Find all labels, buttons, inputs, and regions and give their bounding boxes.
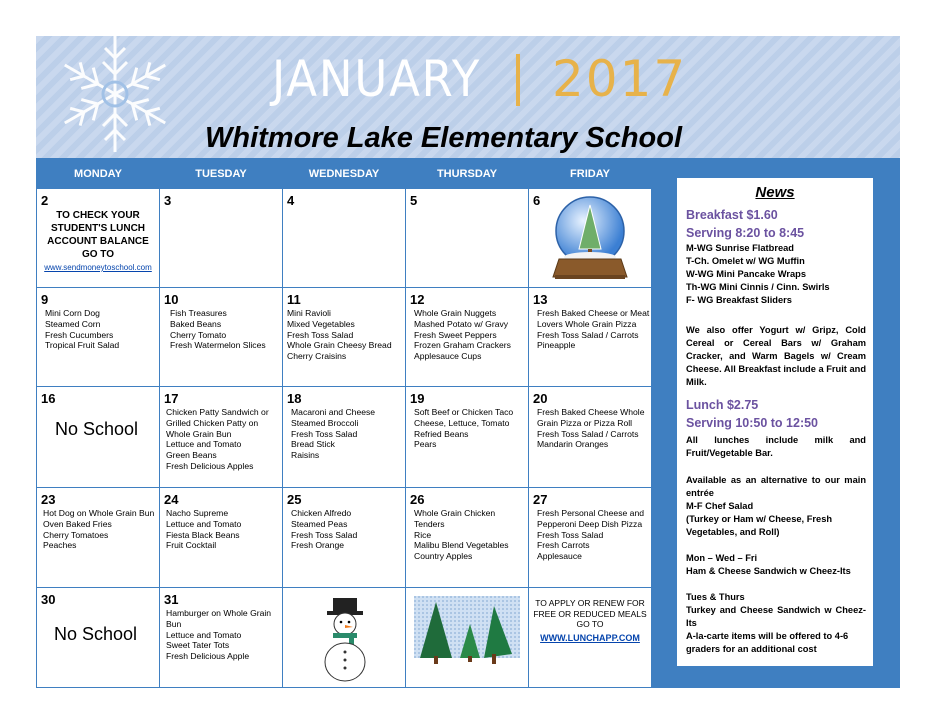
snow-globe-icon (545, 193, 635, 283)
date-number: 13 (533, 292, 548, 307)
breakfast-list (686, 242, 866, 307)
date-number: 17 (164, 391, 179, 406)
menu-item: Fresh Toss Salad (291, 529, 358, 540)
day-header-thursday: THURSDAY (436, 168, 498, 180)
menu-list (166, 508, 278, 551)
date-number: 31 (164, 592, 179, 607)
menu-item: Fruit Cocktail (166, 540, 217, 551)
day-cell (406, 387, 528, 487)
menu-item: Chicken Alfredo (291, 508, 352, 518)
menu-item: Cherry Craisins (287, 351, 347, 362)
lunch-note: All lunches include milk and Fruit/Vegetable Bar. (686, 435, 866, 458)
day-cell (406, 288, 528, 386)
menu-item: Nacho Supreme (166, 508, 229, 518)
date-number: 25 (287, 492, 302, 507)
day-cell (160, 488, 282, 587)
menu-list (287, 308, 401, 362)
menu-item: Bun (166, 618, 182, 629)
chef-salad-detail: (Turkey or Ham w/ Cheese, Fresh Vegetables, and Roll) (686, 514, 833, 537)
day-cell (529, 387, 651, 487)
breakfast-item: T-Ch. Omelet w/ WG Muffin (686, 256, 805, 266)
menu-item: Cherry Tomatoes (43, 529, 109, 540)
menu-item: Mini Ravioli (287, 308, 331, 318)
day-cell (37, 189, 159, 287)
menu-item: Peaches (43, 540, 77, 551)
menu-list (414, 508, 524, 562)
menu-item: Cherry Tomato (170, 329, 227, 340)
date-number: 6 (533, 193, 541, 208)
snowflake-icon (40, 28, 190, 160)
menu-item: Steamed Peas (291, 518, 348, 529)
notice-line: GO TO (81, 249, 115, 260)
day-cell (283, 288, 405, 386)
date-number: 10 (164, 292, 179, 307)
menu-item: Country Apples (414, 551, 473, 562)
menu-item: Grain Pizza or Pizza Roll (537, 417, 633, 428)
balance-notice (41, 209, 155, 274)
alternative-note: Available as an alternative to our main entrée (686, 475, 866, 498)
breakfast-price: Breakfast $1.60 (686, 208, 778, 222)
snowman-icon (317, 594, 373, 682)
menu-item: Fresh Toss Salad (287, 329, 354, 340)
apply-line: FREE OR REDUCED MEALS (533, 608, 647, 619)
mwf-label: Mon – Wed – Fri (686, 553, 758, 563)
lunch-price: Lunch $2.75 (686, 398, 759, 412)
day-cell (283, 588, 405, 687)
menu-list (537, 508, 647, 562)
day-cell (37, 387, 159, 487)
menu-item: Tropical Fruit Salad (45, 340, 120, 351)
alacarte-note: A-la-carte items will be offered to 4-6 graders for an additional cost (686, 631, 849, 654)
winter-trees-icon (414, 596, 520, 670)
date-number: 23 (41, 492, 56, 507)
sendmoney-link[interactable]: www.sendmoneytoschool.com (44, 263, 152, 272)
date-number: 4 (287, 193, 295, 208)
day-cell (283, 387, 405, 487)
menu-item: Fresh Toss Salad / Carrots (537, 428, 639, 439)
menu-item: Whole Grain Chicken (414, 508, 496, 518)
breakfast-serving: Serving 8:20 to 8:45 (686, 226, 805, 240)
notice-line: TO CHECK YOUR (56, 210, 140, 221)
day-cell (160, 189, 282, 287)
breakfast-note: We also offer Yogurt w/ Gripz, Cold Cereal or Cereal Bars w/ Graham Cracker, and Warm Bagels w/ Cream Cheese. All Breakfast include a Fruit and Milk. (686, 325, 866, 387)
mwf-item: Ham & Cheese Sandwich w Cheez-Its (686, 566, 851, 576)
menu-item: Pineapple (537, 340, 576, 351)
menu-item: Baked Beans (170, 318, 222, 329)
school-name: Whitmore Lake Elementary School (205, 122, 683, 154)
menu-item: Tenders (414, 518, 445, 529)
menu-item: Fresh Watermelon Slices (170, 340, 266, 351)
menu-item: Raisins (291, 450, 320, 461)
menu-item: Malibu Blend Vegetables (414, 540, 509, 551)
menu-item: Lettuce and Tomato (166, 629, 242, 640)
menu-item: Refried Beans (414, 428, 469, 439)
title-divider (516, 54, 520, 106)
day-header-wednesday: WEDNESDAY (308, 168, 380, 180)
menu-list (166, 608, 278, 662)
tt-item: Turkey and Cheese Sandwich w Cheez-Its (686, 605, 866, 628)
menu-item: Steamed Broccoli (291, 417, 359, 428)
menu-item: Pears (414, 439, 437, 450)
day-cell (529, 488, 651, 587)
menu-item: Fresh Delicious Apples (166, 460, 254, 471)
menu-item: Steamed Corn (45, 318, 101, 329)
date-number: 27 (533, 492, 548, 507)
day-cell (406, 189, 528, 287)
date-number: 2 (41, 193, 49, 208)
date-number: 20 (533, 391, 548, 406)
menu-item: Cheese, Lettuce, Tomato (414, 417, 510, 428)
menu-item: Soft Beef or Chicken Taco (414, 407, 514, 417)
menu-item: Whole Grain Nuggets (414, 308, 497, 318)
date-number: 12 (410, 292, 425, 307)
apply-line: GO TO (576, 619, 604, 629)
day-header-monday: MONDAY (74, 168, 122, 180)
menu-item: Fresh Delicious Apple (166, 651, 250, 662)
day-cell (160, 387, 282, 487)
no-school-label: No School (55, 419, 139, 439)
date-number: 16 (41, 391, 56, 406)
menu-item: Fresh Toss Salad (291, 428, 358, 439)
breakfast-item: Th-WG Mini Cinnis / Cinn. Swirls (686, 282, 830, 292)
menu-item: Hot Dog on Whole Grain Bun (43, 508, 155, 518)
menu-item: Applesauce Cups (414, 351, 482, 362)
menu-item: Rice (414, 529, 432, 540)
menu-list (43, 508, 155, 551)
notice-line: ACCOUNT BALANCE (47, 236, 149, 247)
day-cell (529, 189, 651, 287)
date-number: 9 (41, 292, 49, 307)
menu-item: Sweet Tater Tots (166, 640, 230, 651)
menu-item: Frozen Graham Crackers (414, 340, 511, 351)
date-number: 11 (287, 292, 301, 307)
menu-item: Mashed Potato w/ Gravy (414, 318, 509, 329)
date-number: 24 (164, 492, 179, 507)
menu-list (170, 308, 278, 351)
day-cell (37, 588, 159, 687)
menu-item: Macaroni and Cheese (291, 407, 376, 417)
menu-item: Pepperoni Deep Dish Pizza (537, 518, 643, 529)
menu-item: Fresh Baked Cheese or Meat (537, 308, 650, 318)
menu-list (166, 407, 278, 472)
menu-item: Fresh Personal Cheese and (537, 508, 645, 518)
day-cell (160, 288, 282, 386)
menu-item: Chicken Patty Sandwich or (166, 407, 269, 417)
breakfast-item: W-WG Mini Pancake Wraps (686, 269, 807, 279)
month-title: JANUARY (272, 50, 482, 108)
apply-notice (533, 598, 647, 643)
apply-line: TO APPLY OR RENEW FOR (535, 598, 645, 608)
menu-list (291, 508, 401, 551)
menu-item: Fresh Orange (291, 540, 345, 551)
date-number: 3 (164, 193, 172, 208)
menu-list (291, 407, 401, 461)
menu-item: Applesauce (537, 551, 582, 562)
menu-item: Fresh Toss Salad (537, 529, 604, 540)
menu-item: Whole Grain Bun (166, 428, 232, 439)
lunch-serving: Serving 10:50 to 12:50 (686, 416, 819, 430)
day-cell (283, 488, 405, 587)
day-cell (406, 488, 528, 587)
day-cell (283, 189, 405, 287)
tt-label: Tues & Thurs (686, 592, 745, 602)
news-panel (677, 178, 873, 666)
menu-list (537, 308, 650, 351)
day-header-friday: FRIDAY (570, 168, 610, 180)
date-number: 26 (410, 492, 425, 507)
menu-item: Lettuce and Tomato (166, 439, 242, 450)
menu-item: Fresh Carrots (537, 540, 590, 551)
menu-item: Hamburger on Whole Grain (166, 608, 272, 618)
date-number: 30 (41, 592, 56, 607)
menu-item: Fresh Toss Salad / Carrots (537, 329, 639, 340)
day-cell (160, 588, 282, 687)
menu-item: Fish Treasures (170, 308, 227, 318)
notice-line: STUDENT'S LUNCH (50, 223, 146, 234)
day-cell (406, 588, 528, 687)
menu-item: Lettuce and Tomato (166, 518, 242, 529)
menu-item: Grilled Chicken Patty on (166, 417, 259, 428)
date-number: 18 (287, 391, 302, 406)
year-title: 2017 (552, 50, 688, 108)
date-number: 5 (410, 193, 418, 208)
menu-item: Mixed Vegetables (287, 318, 355, 329)
menu-item: Green Beans (166, 450, 217, 461)
breakfast-item: M-WG Sunrise Flatbread (686, 243, 794, 253)
menu-list (537, 407, 647, 450)
day-cell (37, 488, 159, 587)
menu-list (414, 308, 524, 362)
menu-item: Fresh Baked Cheese Whole (537, 407, 645, 417)
menu-list (414, 407, 524, 450)
menu-item: Fiesta Black Beans (166, 529, 240, 540)
menu-item: Oven Baked Fries (43, 518, 112, 529)
news-title: News (755, 184, 795, 201)
day-header-tuesday: TUESDAY (195, 168, 247, 180)
day-cell (529, 588, 651, 687)
menu-item: Lovers Whole Grain Pizza (537, 318, 637, 329)
menu-item: Fresh Sweet Peppers (414, 329, 497, 340)
menu-item: Mini Corn Dog (45, 308, 100, 318)
lunchapp-link[interactable]: WWW.LUNCHAPP.COM (540, 632, 640, 643)
breakfast-item: F- WG Breakfast Sliders (686, 295, 792, 305)
menu-item: Fresh Cucumbers (45, 329, 114, 340)
date-number: 19 (410, 391, 425, 406)
menu-list (45, 308, 155, 351)
day-cell (529, 288, 651, 386)
menu-item: Whole Grain Cheesy Bread (287, 340, 392, 351)
day-cell (37, 288, 159, 386)
chef-salad: M-F Chef Salad (686, 501, 754, 511)
menu-item: Bread Stick (291, 439, 335, 450)
menu-item: Mandarin Oranges (537, 439, 609, 450)
no-school-label: No School (54, 624, 138, 644)
